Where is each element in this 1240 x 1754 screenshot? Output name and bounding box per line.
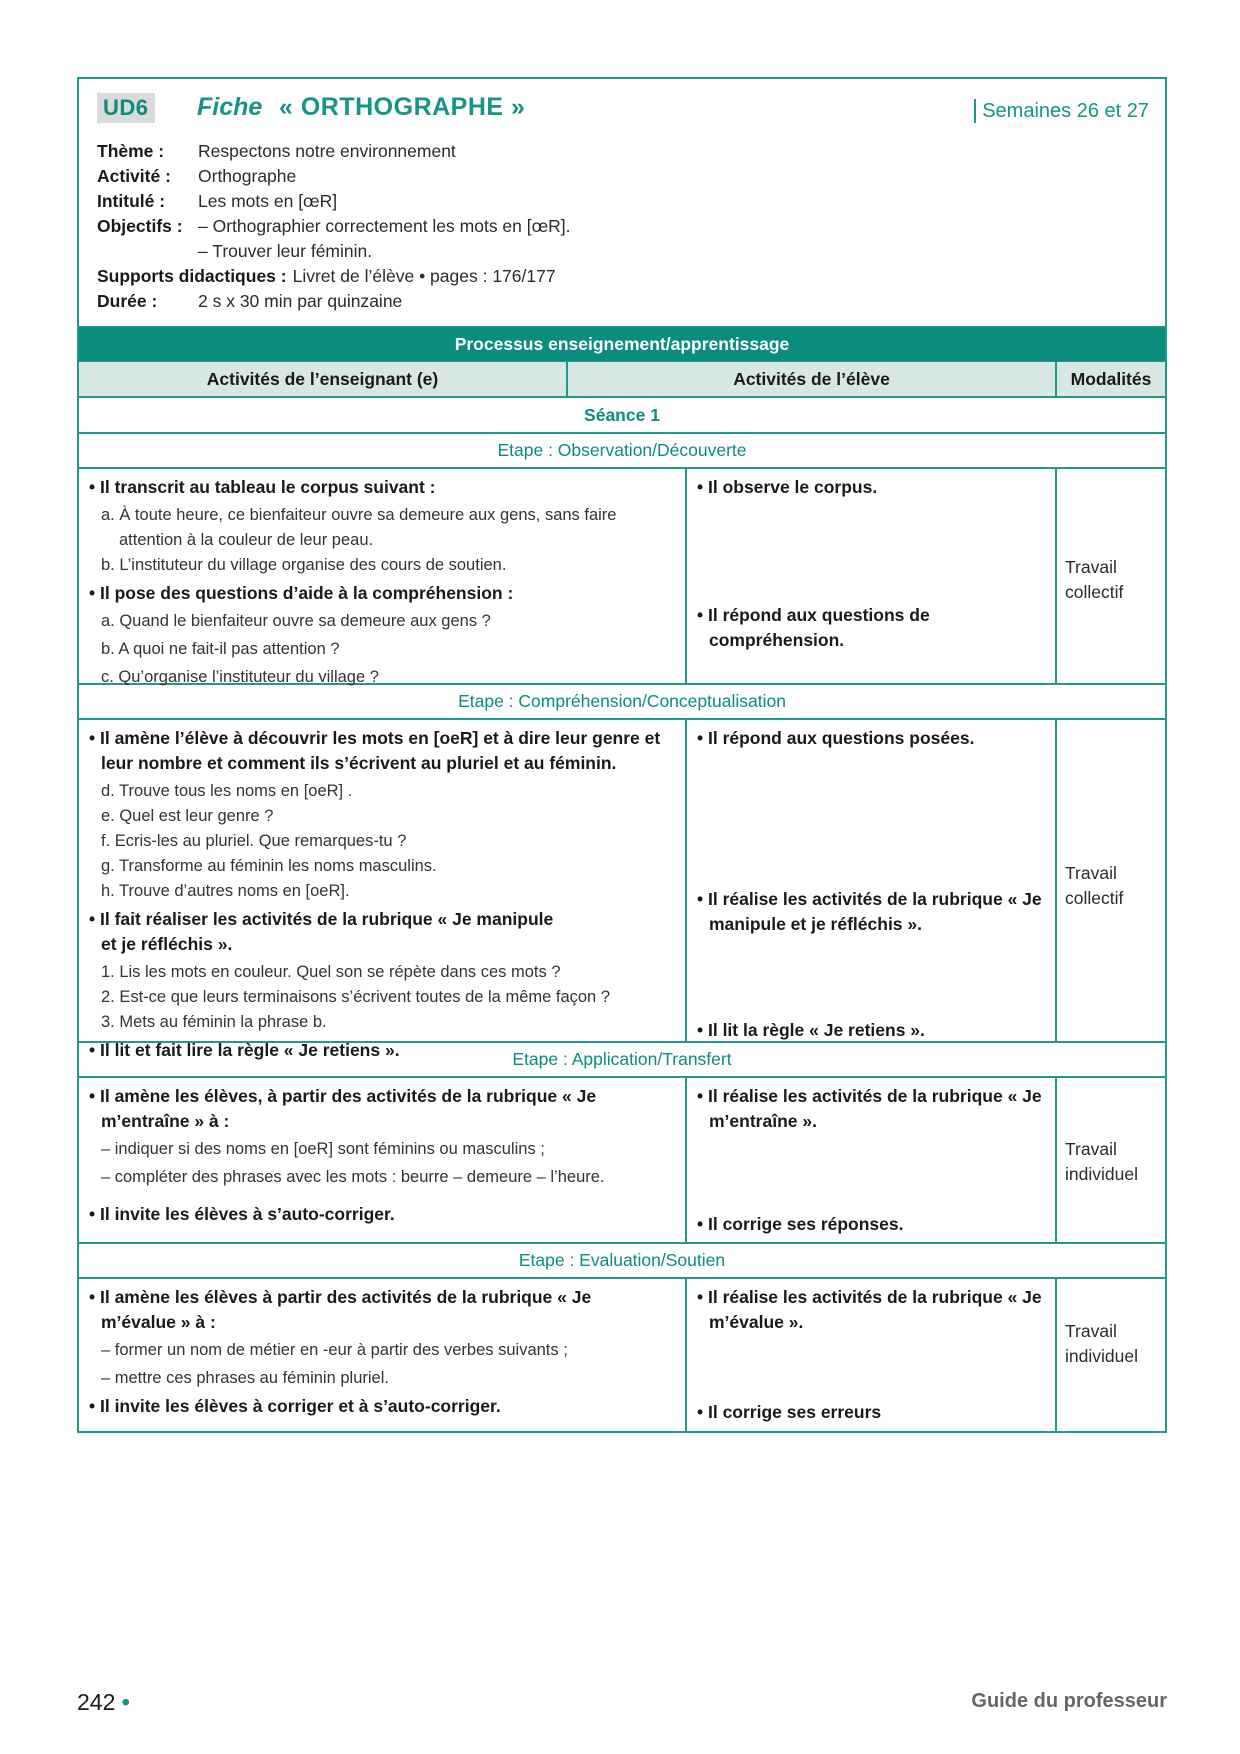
corpus-line: b. L’instituteur du village organise des cours de soutien. [101, 556, 507, 574]
student-bullet: • Il réalise les activités de la rubrique « Je m’entraîne ». [697, 1086, 1042, 1131]
meta-value: Livret de l’élève • pages : 176/177 [292, 266, 556, 286]
activity-line: 2. Est-ce que leurs terminaisons s’écrivent toutes de la même façon ? [101, 988, 610, 1006]
footer-guide: Guide du professeur [971, 1690, 1167, 1712]
student-cell [687, 469, 1057, 683]
corpus-line: a. À toute heure, ce bienfaiteur ouvre sa demeure aux gens, sans faire attention à la couleur de leur peau. [101, 506, 617, 549]
question-line: h. Trouve d’autres noms en [oeR]. [101, 882, 350, 900]
task-line: – compléter des phrases avec les mots : beurre – demeure – l’heure. [101, 1168, 605, 1186]
student-bullet: • Il corrige ses erreurs [697, 1402, 882, 1422]
meta-label: Objectifs : [97, 216, 183, 236]
meta-label: Activité : [97, 166, 171, 186]
teacher-cell [79, 1279, 687, 1431]
modality-cell [1057, 720, 1165, 1041]
sheet-header [79, 79, 1165, 326]
student-bullet: • Il corrige ses réponses. [697, 1214, 904, 1234]
process-band: Processus enseignement/apprentissage [79, 326, 1165, 361]
task-line: – mettre ces phrases au féminin pluriel. [101, 1369, 389, 1387]
question-line: a. Quand le bienfaiteur ouvre sa demeure aux gens ? [101, 612, 491, 630]
lesson-meta [97, 139, 1147, 314]
seance-title: Séance 1 [79, 396, 1165, 432]
etape-title: Etape : Compréhension/Conceptualisation [79, 683, 1165, 718]
modality-line: individuel [1065, 1164, 1138, 1184]
etape-block [79, 1277, 1165, 1431]
col-student: Activités de l’élève [568, 362, 1057, 396]
teacher-cell [79, 1078, 687, 1242]
teacher-bullet: • Il lit et fait lire la règle « Je retiens ». [89, 1040, 400, 1060]
modality-line: Travail [1065, 557, 1117, 577]
meta-label: Thème : [97, 141, 165, 161]
meta-value: Les mots en [œR] [198, 191, 338, 211]
teacher-cell [79, 720, 687, 1060]
task-line: – indiquer si des noms en [oeR] sont féminins ou masculins ; [101, 1140, 545, 1158]
student-cell [687, 720, 1057, 1041]
meta-value: 2 s x 30 min par quinzaine [198, 291, 403, 311]
student-bullet: • Il réalise les activités de la rubrique « Je manipule et je réfléchis ». [697, 889, 1042, 934]
teacher-bullet: • Il amène l’élève à découvrir les mots en [oeR] et à dire leur genre et leur nombre et comment ils s’écrivent au pluriel et au féminin. [89, 728, 661, 773]
unit-badge: UD6 [97, 93, 155, 123]
student-bullet: • Il répond aux questions de compréhension. [697, 605, 930, 650]
activity-line: 1. Lis les mots en couleur. Quel son se répète dans ces mots ? [101, 963, 561, 981]
meta-objectifs [97, 214, 1147, 239]
meta-theme [97, 139, 1147, 164]
question-line: c. Qu’organise l’instituteur du village ? [101, 668, 379, 686]
weeks-label: Semaines 26 et 27 [974, 99, 1149, 123]
lesson-sheet [77, 77, 1167, 1433]
modality-line: collectif [1065, 582, 1124, 602]
modality-cell [1057, 1078, 1165, 1242]
meta-supports [97, 264, 1147, 289]
teacher-cell [79, 469, 687, 686]
meta-value: – Orthographier correctement les mots en [œR]. [198, 216, 571, 236]
column-headers [79, 361, 1165, 396]
student-bullet: • Il réalise les activités de la rubrique « Je m’évalue ». [697, 1287, 1042, 1332]
modality-line: Travail [1065, 863, 1117, 883]
meta-intitule [97, 189, 1147, 214]
modality-cell [1057, 469, 1165, 683]
footer-dot: • [121, 1689, 130, 1715]
question-line: e. Quel est leur genre ? [101, 807, 274, 825]
etape-title: Etape : Application/Transfert [79, 1041, 1165, 1076]
teacher-bullet: • Il invite les élèves à corriger et à s’auto-corriger. [89, 1396, 501, 1416]
meta-label: Intitulé : [97, 191, 166, 211]
etape-block [79, 1076, 1165, 1242]
modality-line: Travail [1065, 1321, 1117, 1341]
modality-cell [1057, 1279, 1165, 1431]
meta-label: Supports didactiques : [97, 266, 287, 286]
teacher-bullet: • Il amène les élèves à partir des activités de la rubrique « Je m’évalue » à : [89, 1287, 592, 1332]
fiche-word: Fiche [197, 93, 263, 121]
teacher-bullet: • Il pose des questions d’aide à la compréhension : [89, 583, 514, 603]
teacher-bullet: • Il amène les élèves, à partir des activités de la rubrique « Je m’entraîne » à : [89, 1086, 597, 1131]
page-number-value: 242 [77, 1689, 116, 1715]
etape-title: Etape : Observation/Découverte [79, 432, 1165, 467]
fiche-title: « ORTHOGRAPHE » [279, 93, 526, 121]
question-line: g. Transforme au féminin les noms masculins. [101, 857, 437, 875]
col-teacher: Activités de l’enseignant (e) [79, 362, 568, 396]
modality-line: individuel [1065, 1346, 1138, 1366]
question-line: f. Ecris-les au pluriel. Que remarques-tu ? [101, 832, 407, 850]
task-line: – former un nom de métier en -eur à partir des verbes suivants ; [101, 1341, 568, 1359]
activity-line: 3. Mets au féminin la phrase b. [101, 1013, 327, 1031]
page-number [77, 1689, 130, 1716]
etape-block [79, 467, 1165, 686]
modality-line: collectif [1065, 888, 1124, 908]
meta-objectif-2: – Trouver leur féminin. [198, 241, 373, 261]
meta-label: Durée : [97, 291, 158, 311]
teacher-bullet: • Il transcrit au tableau le corpus suivant : [89, 477, 436, 497]
teacher-bullet: • Il invite les élèves à s’auto-corriger. [89, 1204, 395, 1224]
student-bullet: • Il répond aux questions posées. [697, 728, 975, 748]
student-bullet: • Il observe le corpus. [697, 477, 878, 497]
etape-title: Etape : Evaluation/Soutien [79, 1242, 1165, 1277]
col-modalities: Modalités [1070, 369, 1152, 389]
teacher-bullet: • Il fait réaliser les activités de la rubrique « Je manipule et je réfléchis ». [89, 909, 554, 954]
question-line: d. Trouve tous les noms en [oeR] . [101, 782, 353, 800]
meta-duree [97, 289, 1147, 314]
student-bullet: • Il lit la règle « Je retiens ». [697, 1020, 925, 1040]
modality-line: Travail [1065, 1139, 1117, 1159]
student-cell [687, 1078, 1057, 1242]
student-cell [687, 1279, 1057, 1431]
meta-value: Orthographe [198, 166, 297, 186]
meta-value: Respectons notre environnement [198, 141, 456, 161]
question-line: b. A quoi ne fait-il pas attention ? [101, 640, 340, 658]
meta-activite [97, 164, 1147, 189]
